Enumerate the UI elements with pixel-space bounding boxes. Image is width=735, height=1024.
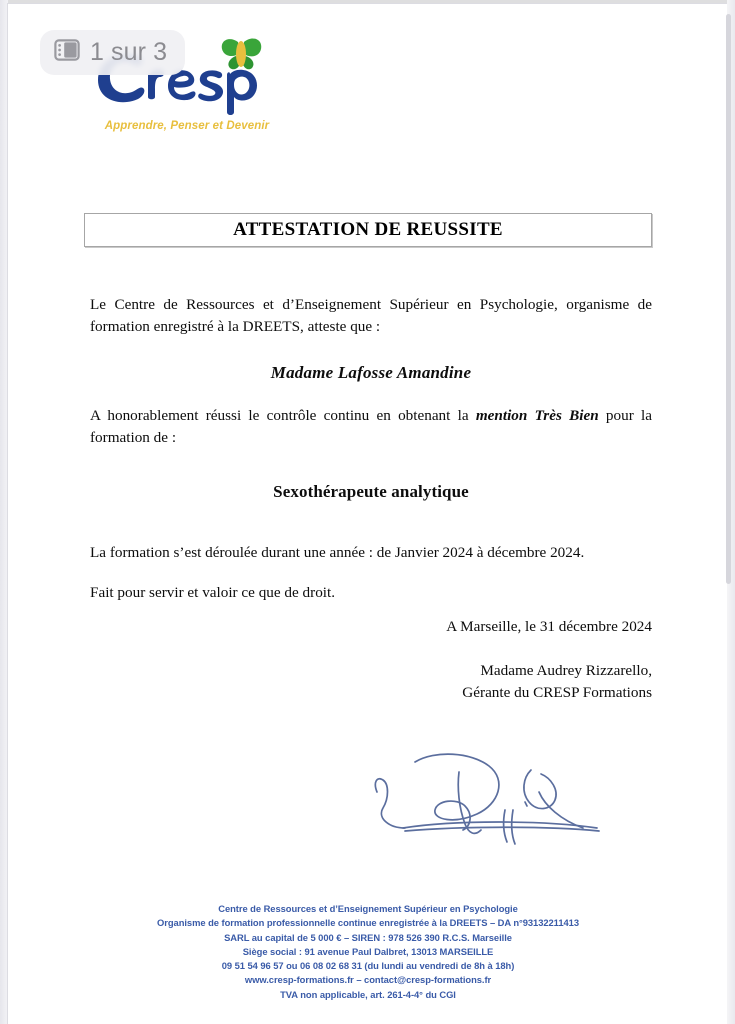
page-left-edge (0, 0, 8, 1024)
page-title: ATTESTATION DE REUSSITE (233, 219, 503, 240)
duration-paragraph: La formation s’est déroulée durant une année : de Janvier 2024 à décembre 2024. (90, 544, 585, 562)
footer-line: Centre de Ressources et d’Enseignement Supérieur en Psychologie (218, 903, 518, 914)
footer-line: SARL au capital de 5 000 € – SIREN : 978 526 390 R.C.S. Marseille (224, 931, 512, 943)
footer-line: 09 51 54 96 57 ou 06 08 02 68 31 (du lundi au vendredi de 8h à 18h) (221, 960, 515, 972)
result-prefix: A honorablement réussi le contrôle continu en obtenant la (90, 407, 476, 425)
page-indicator[interactable] (40, 30, 185, 75)
course-name: Sexothérapeute analytique (273, 482, 469, 502)
document-body (90, 294, 652, 603)
attestation-document (8, 4, 727, 1024)
result-suffix: pour la formation de : (90, 407, 652, 446)
place-and-date: A Marseille, le 31 décembre 2024 (446, 618, 652, 635)
legal-paragraph: Fait pour servir et valoir ce que de droit. (90, 583, 336, 601)
result-mention: mention Très Bien (475, 407, 599, 425)
attestation-title-box (84, 213, 652, 247)
footer-line: Siège social : 91 avenue Paul Dalbret, 13013 MARSEILLE (242, 945, 494, 957)
footer-line: TVA non applicable, art. 261-4-4° du CGI (280, 988, 456, 1000)
closing-block (90, 616, 652, 704)
signatory-title: Gérante du CRESP Formations (462, 684, 652, 702)
page-indicator-label: 1 sur 3 (90, 38, 168, 66)
sidebar-thumbnail-icon[interactable] (54, 39, 80, 66)
intro-paragraph: Le Centre de Ressources et d’Enseignement Supérieur en Psychologie, organisme de formation enregistré à la DREETS, atteste que : (90, 296, 652, 335)
document-footer (68, 902, 668, 1002)
footer-line: www.cresp-formations.fr – contact@cresp-formations.fr (244, 974, 492, 986)
vertical-scrollbar[interactable] (728, 6, 733, 1018)
signatory-name: Madame Audrey Rizzarello, (480, 662, 652, 680)
logo-tagline: Apprendre, Penser et Devenir (104, 120, 270, 132)
butterfly-icon (222, 38, 261, 69)
recipient-name: Madame Lafosse Amandine (270, 363, 472, 383)
handwritten-signature (353, 732, 643, 857)
result-paragraph (90, 405, 652, 448)
footer-line: Organisme de formation professionnelle continue enregistrée à la DREETS – DA n°93132211413 (157, 917, 579, 929)
